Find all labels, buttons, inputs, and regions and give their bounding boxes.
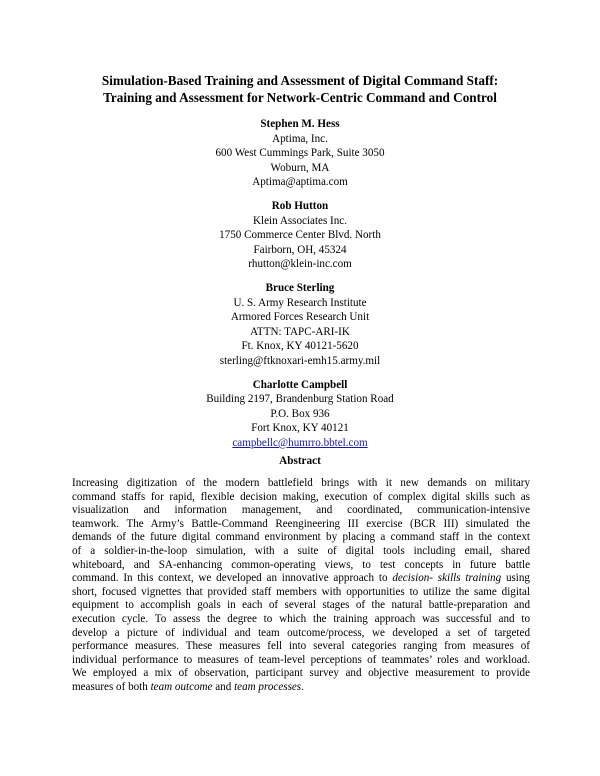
abstract-text: and: [212, 680, 235, 693]
abstract-line: teamwork. The Army’s Battle-Command Reengineering III exercise (BCR III) simulated the: [72, 517, 530, 530]
author-unit: Armored Forces Research Unit: [230, 311, 370, 324]
author-entry: [40, 117, 560, 190]
author-po-box: P.O. Box 936: [270, 407, 330, 420]
title-line: Training and Assessment for Network-Centric Command and Control: [103, 90, 497, 105]
title-line: Simulation-Based Training and Assessment of Digital Command Staff:: [101, 73, 499, 88]
author-block: [40, 117, 560, 459]
author-email: sterling@ftknoxari-emh15.army.mil: [219, 354, 381, 367]
author-name: Bruce Sterling: [265, 281, 335, 294]
abstract-line: of a soldier-in-the-loop simulation, with a suite of digital tools including email, shared: [72, 544, 530, 557]
author-affiliation: U. S. Army Research Institute: [233, 296, 367, 309]
author-city: Ft. Knox, KY 40121-5620: [241, 340, 359, 353]
author-city: Fairborn, OH, 45324: [253, 243, 347, 256]
author-email: rhutton@klein-inc.com: [248, 258, 352, 271]
author-name: Rob Hutton: [271, 199, 329, 212]
abstract-text: command. In this context, we developed an innovative approach to: [72, 572, 393, 585]
abstract-line: [72, 572, 530, 586]
abstract-line: equipment to accomplish goals in each of several stages of the natural battle-preparation and: [72, 599, 530, 612]
author-email: Aptima@aptima.com: [252, 176, 348, 189]
author-affiliation: Aptima, Inc.: [272, 132, 328, 145]
abstract-line: execution cycle. To assess the degree to which the training approach was successful and to: [72, 612, 530, 625]
abstract-heading: Abstract: [279, 455, 321, 467]
abstract-line: [72, 681, 530, 695]
abstract-text: using: [501, 572, 530, 585]
abstract-emphasis: team processes: [234, 680, 302, 693]
author-city: Fort Knox, KY 40121: [251, 422, 349, 435]
author-name: Stephen M. Hess: [260, 118, 340, 130]
author-attn: ATTN: TAPC-ARI-IK: [250, 325, 350, 338]
abstract-line: We employed a mix of observation, participant survey and objective measurement to provide: [72, 667, 530, 680]
author-entry: [40, 281, 560, 369]
abstract-line: visualization and information management, and coordinated, communication-intensive: [72, 504, 530, 517]
author-affiliation: Klein Associates Inc.: [253, 214, 347, 227]
paper-title: [40, 72, 560, 106]
abstract-emphasis: decision- skills training: [392, 572, 502, 585]
author-entry: [40, 199, 560, 272]
author-entry: [40, 378, 560, 451]
abstract-line: individual performance to measures of team-level perceptions of teammates’ roles and workload.: [72, 653, 530, 666]
abstract-text: .: [301, 680, 304, 693]
abstract-emphasis: team outcome: [150, 680, 213, 693]
abstract-line: command staffs for rapid, flexible decision making, execution of complex digital skills such as: [72, 490, 530, 503]
abstract-line: Increasing digitization of the modern battlefield brings with it new demands on military: [72, 477, 530, 489]
author-city: Woburn, MA: [270, 161, 330, 174]
author-address: Building 2197, Brandenburg Station Road: [206, 393, 394, 406]
abstract-line: demands of the future digital command environment by placing a command staff in the context: [72, 531, 530, 544]
abstract-line: performance measures. These measures fell into several categories ranging from measures of: [72, 640, 530, 653]
author-name: Charlotte Campbell: [252, 378, 348, 391]
abstract-line: develop a picture of individual and team outcome/process, we developed a set of targeted: [72, 626, 530, 639]
abstract-line: whiteboard, and SA-enhancing common-operating views, to test concepts in future battle: [72, 558, 530, 571]
abstract-text: measures of both: [72, 680, 151, 693]
author-address: 1750 Commerce Center Blvd. North: [219, 229, 381, 242]
author-address: 600 West Cummings Park, Suite 3050: [215, 147, 385, 160]
abstract-body: [72, 477, 530, 695]
author-email-link[interactable]: campbellc@humrro.bbtel.com: [232, 436, 368, 449]
abstract-line: short, focused vignettes that provided staff members with opportunities to utilize the same digital: [72, 585, 530, 598]
